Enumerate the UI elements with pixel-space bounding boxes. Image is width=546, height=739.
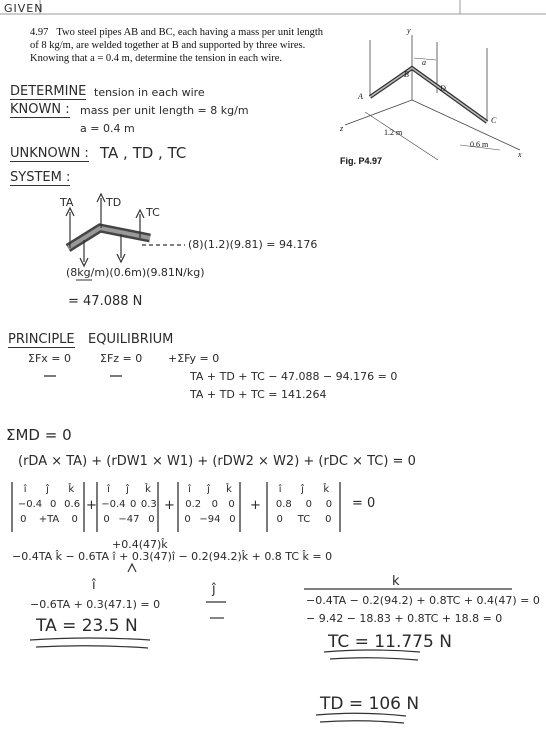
m2-r2-c3: 0.3 xyxy=(140,499,157,510)
equilibrium-label: EQUILIBRIUM xyxy=(88,332,174,347)
m4-r2-c1: 0.8 xyxy=(275,499,292,510)
k-component-eq-2: − 9.42 − 18.83 + 0.8TC + 18.8 = 0 xyxy=(306,612,503,625)
problem-number: 4.97 xyxy=(30,27,49,38)
matrix-3 xyxy=(180,484,240,525)
matrix-2 xyxy=(99,484,159,525)
m3-r1-c3: k̂ xyxy=(226,484,232,495)
fig-label-b-point: B xyxy=(404,70,409,79)
figure-p497 xyxy=(345,35,520,160)
m1-r1-c3: k̂ xyxy=(68,484,75,495)
matrix-3-row-1 xyxy=(180,484,240,495)
known-label: KNOWN : xyxy=(10,102,70,117)
determine-text: tension in each wire xyxy=(94,86,205,99)
fig-label-len1: 1.2 m xyxy=(384,128,403,137)
m3-r1-c1: î xyxy=(188,484,191,495)
weight-eq: (8)(1.2)(9.81) = 94.176 xyxy=(188,238,318,251)
m1-r3-c3: 0 xyxy=(71,514,78,525)
known-line-2: a = 0.4 m xyxy=(80,122,135,135)
figure-caption: Fig. P4.97 xyxy=(340,156,383,166)
matrix-1-row-2 xyxy=(14,499,84,510)
caret-insertion: +0.4(47)k̂ xyxy=(112,538,168,551)
matrix-4-row-1 xyxy=(269,484,339,495)
fig-label-a-point: A xyxy=(358,92,363,101)
unknown-text: TA , TD , TC xyxy=(100,144,187,162)
weight2-eq: (8kg/m)(0.6m)(9.81N/kg) xyxy=(66,266,205,279)
matrix-4-row-3 xyxy=(269,514,339,525)
matrix-3-row-2 xyxy=(180,499,240,510)
m1-r1-c2: ĵ xyxy=(46,484,49,495)
m4-r1-c3: k̂ xyxy=(323,484,330,495)
i-component-eq: −0.6TA + 0.3(47.1) = 0 xyxy=(30,598,161,611)
fig-label-y: y xyxy=(407,26,411,35)
cross-product-expr: (rDA × TA) + (rDW1 × W1) + (rDW2 × W2) + (rDC × TC) = 0 xyxy=(18,454,416,469)
matrix-4 xyxy=(269,484,339,525)
i-component-label: î xyxy=(92,578,96,593)
m4-r1-c2: ĵ xyxy=(301,484,304,495)
unknown-label: UNKNOWN : xyxy=(10,146,89,161)
m4-r3-c3: 0 xyxy=(325,514,332,525)
matrix-1-row-3 xyxy=(14,514,84,525)
sum-fy: +ΣFy = 0 xyxy=(168,352,220,365)
m1-r3-c1: 0 xyxy=(20,514,27,525)
m4-r3-c1: 0 xyxy=(276,514,283,525)
m3-r2-c2: 0 xyxy=(211,499,218,510)
m2-r3-c1: 0 xyxy=(103,514,110,525)
m1-r1-c1: î xyxy=(23,484,27,495)
fig-label-c-point: C xyxy=(491,116,497,125)
m3-r2-c1: 0.2 xyxy=(185,499,202,510)
figure-pipes-highlight xyxy=(370,68,487,122)
m3-r3-c2: −94 xyxy=(199,514,221,525)
matrix-2-row-1 xyxy=(99,484,159,495)
m2-r2-c2: 0 xyxy=(130,499,137,510)
figure-pipes xyxy=(370,68,487,122)
sum-fx: ΣFx = 0 xyxy=(28,352,71,365)
matrix-1-row-1 xyxy=(14,484,84,495)
ta-result: TA = 23.5 N xyxy=(36,616,138,636)
m3-r1-c2: ĵ xyxy=(207,484,210,495)
caret-mark xyxy=(128,564,136,572)
principle-label: PRINCIPLE xyxy=(8,332,75,347)
m3-r3-c1: 0 xyxy=(184,514,191,525)
m3-r2-c3: 0 xyxy=(228,499,235,510)
sketch-label-ta: TA xyxy=(60,196,74,209)
k-component-eq-1: −0.4TA − 0.2(94.2) + 0.8TC + 0.4(47) = 0 xyxy=(306,594,540,607)
fig-label-len2: 0.6 m xyxy=(470,140,489,149)
m2-r1-c2: ĵ xyxy=(126,484,129,495)
matrix-3-row-3 xyxy=(180,514,240,525)
matrix-eq-zero: = 0 xyxy=(352,496,376,511)
system-label: SYSTEM : xyxy=(10,170,71,185)
m4-r3-c2: TC xyxy=(297,514,311,525)
m2-r3-c3: 0 xyxy=(148,514,155,525)
known-line-1: mass per unit length = 8 kg/m xyxy=(80,104,249,117)
sketch-label-td: TD xyxy=(106,196,122,209)
fig-label-d-point: D xyxy=(440,84,446,93)
fig-label-z: z xyxy=(340,124,344,133)
plus-1: + xyxy=(86,498,97,513)
figure-z-axis xyxy=(345,100,412,125)
m2-r1-c3: k̂ xyxy=(145,484,151,495)
tc-result: TC = 11.775 N xyxy=(328,632,452,652)
m3-r3-c3: 0 xyxy=(229,514,236,525)
force-eq-1: TA + TD + TC − 47.088 − 94.176 = 0 xyxy=(190,370,398,383)
problem-statement xyxy=(30,26,330,65)
fig-label-x: x xyxy=(518,150,522,159)
j-component-label: ĵ xyxy=(212,582,216,597)
m1-r2-c1: −0.4 xyxy=(17,499,43,510)
m2-r3-c2: −47 xyxy=(118,514,140,525)
m2-r2-c1: −0.4 xyxy=(101,499,126,510)
expansion-eq: −0.4TA k̂ − 0.6TA î + 0.3(47)î − 0.2(94.2)k̂ + 0.8 TC k̂ = 0 xyxy=(12,550,333,563)
determine-label: DETERMINE xyxy=(10,84,87,99)
sketch-label-tc: TC xyxy=(146,206,160,219)
matrix-1 xyxy=(14,484,84,525)
m4-r2-c3: 0 xyxy=(325,499,333,510)
m1-r2-c2: 0 xyxy=(49,499,57,510)
problem-text: Two steel pipes AB and BC, each having a mass per unit length of 8 kg/m, are welded together at B and supported by three wires. Knowing that a = 0.4 m, determine the tension in each wire. xyxy=(30,27,324,64)
fig-label-a-dim: a xyxy=(422,58,426,67)
matrix-2-row-2 xyxy=(99,499,159,510)
m1-r2-c3: 0.6 xyxy=(64,499,81,510)
m2-r1-c1: î xyxy=(107,484,110,495)
m1-r3-c2: +TA xyxy=(38,514,60,525)
td-result: TD = 106 N xyxy=(320,694,420,714)
system-sketch xyxy=(66,194,185,266)
given-label: GIVEN xyxy=(4,2,44,15)
moment-header: ΣMD = 0 xyxy=(6,426,72,444)
matrix-4-row-2 xyxy=(269,499,339,510)
sum-fz: ΣFz = 0 xyxy=(100,352,143,365)
matrix-2-row-3 xyxy=(99,514,159,525)
force-eq-2: TA + TD + TC = 141.264 xyxy=(190,388,327,401)
weight2-result: = 47.088 N xyxy=(68,294,143,309)
m4-r1-c1: î xyxy=(278,484,282,495)
plus-2: + xyxy=(164,498,175,513)
plus-3: + xyxy=(250,498,261,513)
m4-r2-c2: 0 xyxy=(305,499,312,510)
k-component-label: k xyxy=(392,574,400,589)
